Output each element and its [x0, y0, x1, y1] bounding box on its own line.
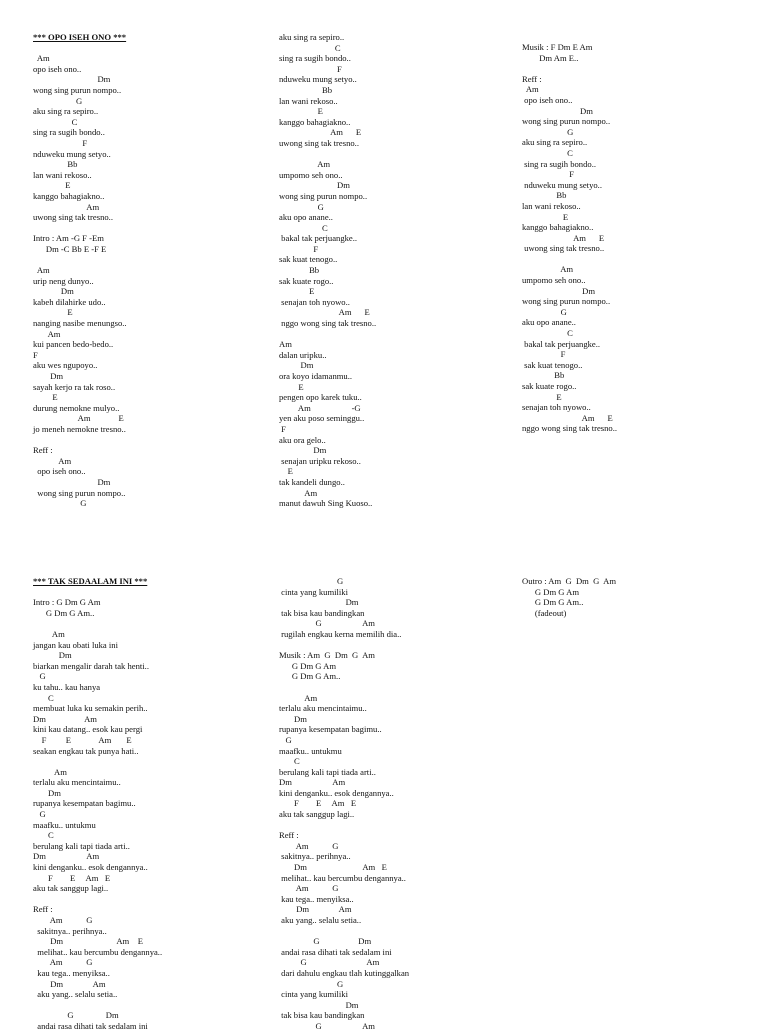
lyric-line: dari dahulu engkau tlah kutinggalkan: [279, 967, 410, 978]
lyric-line: [522, 254, 617, 265]
lyric-line: sing ra sugih bondo..: [33, 127, 105, 138]
lyric-line: sing ra sugih bondo..: [279, 53, 351, 64]
lyric-line: [33, 894, 162, 905]
lyric-line: Dm: [279, 597, 359, 608]
lyric-line: wong sing purun nompo..: [522, 116, 611, 127]
lyric-line: nggo wong sing tak tresno..: [522, 423, 618, 434]
lyric-line: aku sing ra sepiro..: [279, 32, 345, 42]
lyric-line: kini denganku.. esok dengannya..: [33, 862, 148, 873]
song-2-column-1: [33, 576, 162, 1032]
lyric-line: Am: [279, 692, 318, 703]
lyric-line: aku wes ngupoyo..: [33, 360, 98, 371]
lyric-line: C: [33, 830, 54, 841]
lyric-line: ku tahu.. kau hanya: [33, 681, 101, 692]
lyric-line: bakal tak perjuangke..: [279, 233, 358, 244]
song-1-column-2: [279, 32, 376, 509]
lyric-line: [33, 435, 127, 446]
song-1-column-3: [522, 42, 617, 434]
song-2-column-2: [279, 576, 409, 1032]
lyric-line: nanging nasibe menungso..: [33, 318, 127, 329]
lyric-line: aku ora gelo..: [279, 434, 326, 445]
lyric-line: Dm: [279, 180, 350, 191]
lyric-line: Dm: [279, 445, 327, 456]
lyric-line: C: [279, 756, 300, 767]
lyric-line: [33, 223, 127, 234]
lyric-line: cinta yang kumiliki: [279, 586, 348, 597]
lyric-line: nduweku mung setyo..: [279, 74, 357, 85]
lyric-line: ora koyo idamanmu..: [279, 371, 353, 381]
lyric-line: E: [522, 391, 562, 402]
lyric-line: kau tega.. menyiksa..: [33, 967, 110, 978]
lyric-line: F: [522, 169, 575, 180]
lyric-line: G Dm: [33, 1010, 119, 1021]
lyric-line: Dm Am: [33, 978, 106, 989]
lyric-line: G: [522, 126, 574, 137]
lyric-line: G: [279, 978, 344, 989]
lyric-line: C: [33, 692, 54, 703]
lyric-line: berulang kali tapi tiada arti..: [33, 840, 130, 851]
lyric-line: Dm: [33, 476, 111, 487]
lyric-line: Am E: [279, 307, 370, 318]
lyric-line: Dm: [33, 787, 61, 798]
lyric-line: [33, 756, 162, 767]
lyric-line: Dm: [279, 713, 307, 724]
lyric-line: rupanya kesempatan bagimu..: [279, 724, 382, 735]
lyric-line: Am E: [279, 127, 362, 138]
lyric-line: wong sing purun nompo..: [33, 84, 122, 95]
lyric-line: G Dm: [279, 936, 372, 947]
lyric-line: kanggo bahagiakno..: [33, 190, 105, 201]
lyric-line: G Am: [279, 618, 375, 629]
lyric-line: wong sing purun nompo..: [279, 190, 368, 201]
lyric-line: G Dm G Am..: [33, 607, 95, 618]
lyric-line: Dm: [33, 286, 74, 297]
lyric-line: Am: [522, 264, 574, 275]
lyric-line: Bb: [279, 265, 320, 276]
lyric-line: melihat.. kau bercumbu dengannya..: [279, 872, 406, 883]
lyric-line: tak bisa kau bandingkan: [279, 1010, 365, 1021]
lyric-line: G: [33, 809, 46, 820]
lyric-line: Dm: [33, 74, 111, 85]
lyric-line: Am: [33, 328, 61, 339]
lyric-line: C: [279, 42, 341, 53]
lyric-line: (fadeout): [522, 607, 567, 618]
lyric-line: kabeh dilahirke udo..: [33, 296, 106, 307]
lyric-line: maafku.. untukmu: [279, 745, 342, 756]
lyric-line: sak kuate rogo..: [279, 275, 334, 286]
lyric-line: bakal tak perjuangke..: [522, 338, 601, 349]
lyric-line: Am E: [522, 232, 605, 243]
song-1-column-1: [33, 32, 127, 509]
lyric-line: Am G: [33, 915, 93, 925]
lyric-line: F: [33, 349, 38, 360]
lyric-line: Dm Am E..: [522, 52, 579, 63]
lyric-line: aku yang.. selalu setia..: [33, 989, 118, 1000]
lyric-line: Am: [33, 455, 72, 466]
lyric-line: uwong sing tak tresno..: [279, 137, 359, 148]
lyric-line: G: [279, 201, 324, 212]
lyric-line: cinta yang kumiliki: [279, 989, 348, 1000]
lyric-line: [33, 254, 127, 265]
lyric-line: maafku.. untukmu: [33, 819, 96, 830]
lyric-line: [279, 329, 376, 340]
lyric-line: aku opo anane..: [279, 212, 333, 223]
lyric-line: umpomo seh ono..: [279, 169, 343, 180]
lyric-line: G Dm G Am: [279, 660, 337, 671]
lyric-line: pengen opo karek tuku..: [279, 392, 362, 403]
lyric-line: Musik : F Dm E Am: [522, 42, 593, 52]
lyric-line: G Dm G Am..: [522, 597, 584, 608]
lyric-line: Bb: [33, 159, 78, 170]
lyric-line: Intro : Am -G F -Em: [33, 233, 104, 244]
lyric-line: Outro : Am G Dm G Am: [522, 576, 617, 586]
lyric-line: G Am: [279, 957, 380, 968]
lyric-line: Am: [33, 766, 67, 777]
lyric-line: G: [33, 671, 46, 682]
lyric-line: E: [33, 307, 73, 318]
lyric-line: tak kandeli dungo..: [279, 476, 345, 487]
lyric-line: Reff :: [522, 73, 542, 84]
lyric-line: G Dm G Am: [522, 586, 580, 597]
lyric-line: sak kuat tenogo..: [279, 254, 338, 265]
lyric-line: aku sing ra sepiro..: [522, 137, 588, 148]
lyric-line: aku sing ra sepiro..: [33, 106, 99, 117]
lyric-line: seakan engkau tak punya hati..: [33, 745, 139, 756]
lyric-line: biarkan mengalir darah tak henti..: [33, 660, 149, 671]
lyric-line: jo meneh nemokne tresno..: [33, 423, 126, 434]
lyric-line: [33, 587, 162, 598]
lyric-line: Dm Am: [279, 904, 352, 915]
lyric-line: Dm: [522, 285, 596, 296]
lyric-line: Dm: [279, 999, 359, 1010]
lyric-line: Am: [33, 201, 100, 212]
lyric-line: [279, 926, 409, 937]
lyric-line: umpomo seh ono..: [522, 275, 586, 286]
lyric-line: E: [522, 211, 569, 222]
lyric-line: kanggo bahagiakno..: [522, 222, 594, 233]
lyric-line: [279, 682, 409, 693]
lyric-line: kini denganku.. esok dengannya..: [279, 787, 394, 798]
lyric-line: Bb: [522, 370, 565, 381]
lyric-line: senajan toh nyowo..: [279, 296, 350, 307]
lyric-line: Intro : G Dm G Am: [33, 597, 101, 608]
lyric-line: C: [522, 147, 573, 158]
lyric-line: F E Am E: [33, 872, 111, 883]
lyric-line: C: [522, 328, 573, 339]
lyric-line: andai rasa dihati tak sedalam ini: [33, 1020, 148, 1031]
lyric-line: Am: [279, 487, 318, 498]
lyric-line: lan wani rekoso..: [33, 169, 92, 180]
lyric-line: Bb: [522, 190, 567, 201]
lyric-line: Am: [33, 53, 50, 64]
lyric-line: Dm Am: [279, 777, 346, 788]
lyric-line: Dm: [33, 650, 72, 661]
lyric-line: uwong sing tak tresno..: [522, 243, 605, 254]
lyric-line: Reff :: [33, 445, 53, 456]
lyric-line: tak bisa kau bandingkan: [279, 607, 365, 618]
lyric-line: lan wani rekoso..: [279, 95, 338, 106]
lyric-line: [522, 63, 617, 74]
lyric-line: Dm: [33, 371, 64, 381]
lyric-line: F E Am E: [279, 798, 357, 809]
lyric-line: senajan uripku rekoso..: [279, 455, 361, 466]
lyric-line: wong sing purun nompo..: [522, 296, 611, 307]
lyric-line: Reff :: [33, 904, 53, 915]
lyric-line: Dm Am: [33, 713, 97, 724]
lyric-line: urip neng dunyo..: [33, 275, 94, 286]
lyric-line: opo iseh ono..: [33, 466, 86, 477]
lyric-line: G: [279, 576, 344, 586]
lyric-line: Musik : Am G Dm G Am: [279, 650, 375, 661]
lyric-line: uwong sing tak tresno..: [33, 212, 113, 223]
lyric-line: Dm -C Bb E -F E: [33, 243, 107, 254]
lyric-line: kui pancen bedo-bedo..: [33, 339, 114, 350]
lyric-line: Bb: [279, 84, 332, 95]
lyric-line: sak kuat tenogo..: [522, 359, 583, 370]
lyric-line: Dm: [279, 360, 314, 371]
lyric-line: F: [279, 63, 342, 74]
lyric-line: E: [279, 381, 304, 392]
lyric-line: kanggo bahagiakno..: [279, 116, 351, 127]
lyric-line: opo iseh ono..: [33, 63, 82, 74]
lyric-line: [279, 640, 409, 651]
lyric-line: E: [279, 286, 315, 297]
lyric-line: Am: [522, 84, 539, 95]
lyric-line: jangan kau obati luka ini: [33, 639, 118, 650]
lyric-line: kini kau datang.. esok kau pergi: [33, 724, 143, 735]
lyric-line: [33, 1000, 162, 1011]
lyric-line: G: [33, 498, 87, 509]
lyric-line: Am -G: [279, 402, 361, 413]
lyric-line: sing ra sugih bondo..: [522, 158, 596, 169]
lyric-line: Am: [33, 628, 65, 639]
lyric-line: sakitnya.. perihnya..: [279, 851, 351, 862]
lyric-line: kau tega.. menyiksa..: [279, 893, 354, 904]
lyric-line: Am G: [279, 883, 339, 894]
lyric-line: Am G: [33, 957, 93, 968]
lyric-line: rupanya kesempatan bagimu..: [33, 798, 136, 809]
lyric-line: [279, 149, 376, 160]
lyric-line: Am E: [33, 413, 124, 424]
lyric-line: Dm Am E: [279, 862, 387, 873]
lyric-line: terlalu aku mencintaimu..: [279, 703, 367, 714]
song-title: *** TAK SEDAALAM INI ***: [33, 576, 148, 586]
lyric-line: F: [33, 137, 88, 148]
lyric-line: G Am: [279, 1020, 375, 1031]
lyric-line: membuat luka ku semakin perih..: [33, 703, 148, 714]
lyric-line: G: [279, 734, 292, 745]
lyric-line: dalan uripku..: [279, 349, 327, 360]
lyric-line: senajan toh nyowo..: [522, 402, 591, 413]
lyric-line: wong sing purun nompo..: [33, 487, 126, 498]
song-2-column-3: [522, 576, 616, 618]
lyric-line: F: [279, 243, 319, 254]
lyric-line: sakitnya.. perihnya..: [33, 925, 107, 936]
lyric-line: F: [522, 349, 566, 360]
lyric-line: G: [522, 306, 567, 317]
lyric-line: G: [33, 95, 83, 106]
lyric-line: Dm Am E: [33, 936, 144, 947]
lyric-line: opo iseh ono..: [522, 94, 573, 105]
lyric-line: aku yang.. selalu setia..: [279, 915, 362, 925]
lyric-line: nggo wong sing tak tresno..: [279, 318, 377, 329]
lyric-line: C: [33, 116, 78, 127]
lyric-line: sayah kerjo ra tak roso..: [33, 381, 116, 392]
song-title: *** OPO ISEH ONO ***: [33, 32, 127, 42]
lyric-line: Am G: [279, 840, 339, 851]
lyric-line: nduweku mung setyo..: [522, 179, 602, 190]
lyric-line: manut dawuh Sing Kuoso..: [279, 498, 373, 509]
lyric-line: aku tak sanggup lagi..: [279, 809, 355, 820]
lyric-line: Am E: [522, 412, 613, 423]
lyric-line: sak kuate rogo..: [522, 381, 577, 391]
lyric-line: Reff :: [279, 830, 299, 841]
lyric-line: Dm Am: [33, 851, 100, 862]
lyric-line: G Dm G Am..: [279, 671, 341, 682]
lyric-line: yen aku poso seminggu..: [279, 413, 365, 424]
lyric-line: aku opo anane..: [522, 317, 576, 328]
lyric-line: rugilah engkau kerna memilih dia..: [279, 628, 402, 639]
lyric-line: berulang kali tapi tiada arti..: [279, 766, 376, 777]
lyric-line: F: [279, 423, 286, 434]
lyric-line: terlalu aku mencintaimu..: [33, 777, 121, 788]
lyric-line: F E Am E: [33, 734, 132, 745]
lyric-line: E: [33, 180, 71, 191]
lyric-line: E: [33, 392, 58, 403]
lyric-line: E: [279, 106, 323, 117]
lyric-line: E: [279, 466, 293, 477]
lyric-line: Dm: [522, 105, 593, 116]
lyric-line: durung nemokne mulyo..: [33, 402, 120, 413]
lyric-line: andai rasa dihati tak sedalam ini: [279, 946, 392, 957]
lyric-line: Am: [33, 265, 50, 276]
lyric-line: [33, 43, 127, 54]
lyric-line: Am: [279, 159, 331, 170]
lyric-line: Am: [279, 339, 292, 350]
lyric-line: lan wani rekoso..: [522, 200, 581, 211]
lyric-line: nduweku mung setyo..: [33, 148, 111, 159]
lyric-line: [279, 820, 409, 831]
lyric-line: C: [279, 222, 328, 233]
lyric-line: melihat.. kau bercumbu dengannya..: [33, 946, 163, 957]
lyric-line: aku tak sanggup lagi..: [33, 883, 109, 894]
lyric-line: [33, 618, 162, 629]
